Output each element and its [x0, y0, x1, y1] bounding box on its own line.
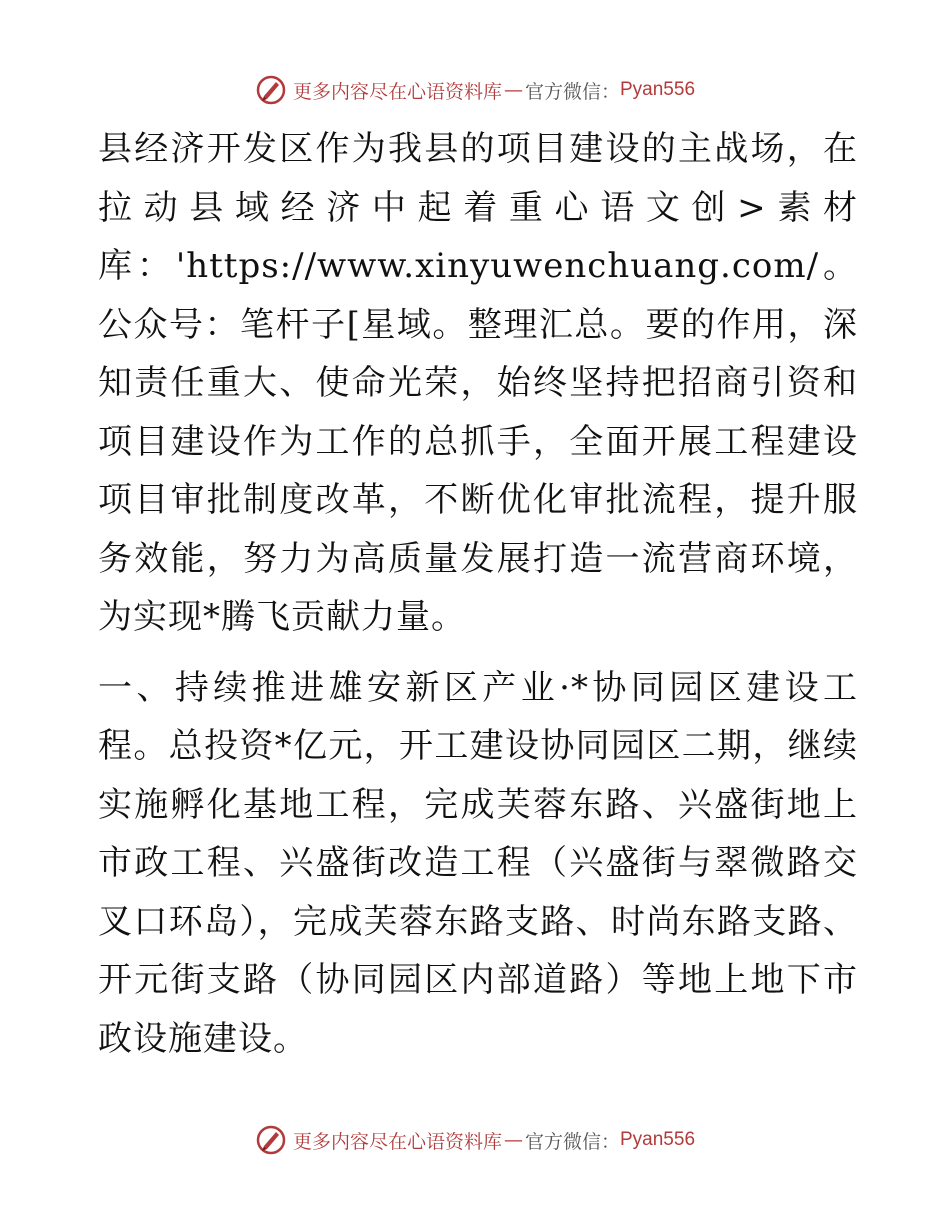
- watermark-wechat-label: 官方微信：: [524, 80, 620, 103]
- watermark-wechat-id: Pyan556: [620, 79, 696, 100]
- watermark-site-text: 更多内容尽在心语资料库: [292, 80, 502, 103]
- header-watermark: [0, 70, 950, 110]
- body-paragraph-2: 一、持续推进雄安新区产业·*协同园区建设工程。总投资*亿元，开工建设协同园区二期，继续实施孵化基地工程，完成芙蓉东路、兴盛街地上市政工程、兴盛街改造工程（兴盛街与翠微路交叉口环岛），完成芙蓉东路支路、时尚东路支路、开元街支路（协同园区内部道路）等地上地下市政设施建设。: [98, 667, 858, 1059]
- watermark-wechat-id: Pyan556: [620, 1129, 696, 1150]
- body-paragraph-1: 县经济开发区作为我县的项目建设的主战场，在拉动县域经济中起着重心语文创>素材库：'https://www.xinyuwenchuang.com/。公众号：笔杆子[星域。整理汇总。要的作用，深知责任重大、使命光荣，始终坚持把招商引资和项目建设作为工作的总抓手，全面开展工程建设项目审批制度改革，不断优化审批流程，提升服务效能，努力为高质量发展打造一流营商环境，为实现*腾飞贡献力量。: [98, 129, 858, 637]
- watermark-site-text: 更多内容尽在心语资料库: [292, 1130, 502, 1153]
- footer-watermark: [0, 1120, 950, 1160]
- pen-nib-logo-icon: [255, 74, 287, 106]
- pen-nib-logo-icon: [255, 1124, 287, 1156]
- watermark-wechat-label: 官方微信：: [524, 1130, 620, 1153]
- watermark-dash: —: [503, 1129, 523, 1151]
- document-body: [98, 120, 858, 1068]
- watermark-dash: —: [503, 79, 523, 101]
